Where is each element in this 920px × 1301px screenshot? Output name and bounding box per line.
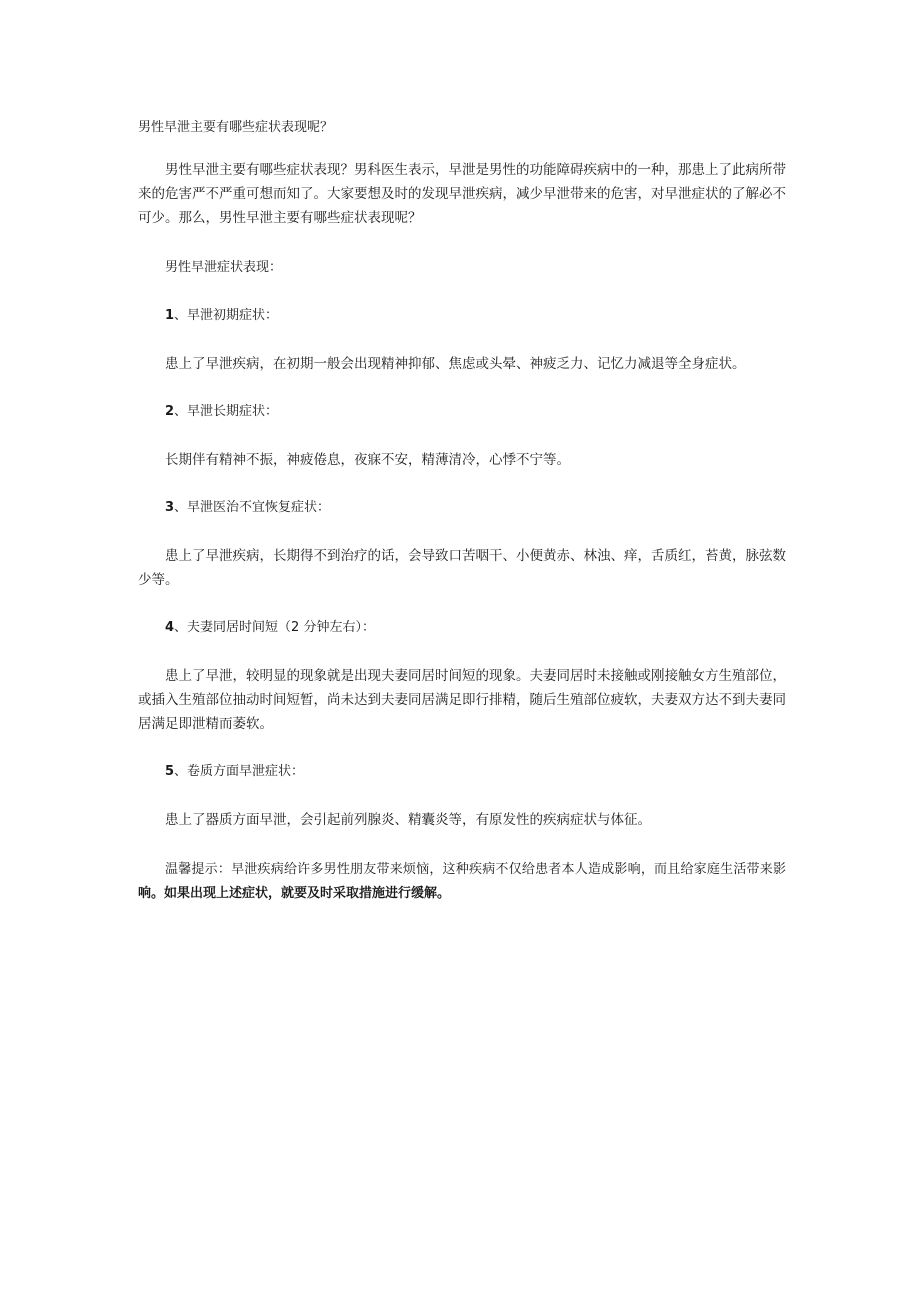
symptom-heading-4 — [138, 618, 786, 638]
symptom-heading-5 — [138, 762, 786, 782]
intro-paragraph: 男性早泄主要有哪些症状表现？男科医生表示，早泄是男性的功能障碍疾病中的一种，那患上了此病所带来的危害严不严重可想而知了。大家要想及时的发现早泄疾病，减少早泄带来的危害，对早泄症状的了解必不可少。那么，男性早泄主要有哪些症状表现呢？ — [138, 162, 786, 226]
warm-tip-text: 温馨提示：早泄疾病给许多男性朋友带来烦恼，这种疾病不仅给患者本人造成影响，而且给家庭生活带来影 — [165, 862, 786, 877]
symptom-text-1: 患上了早泄疾病，在初期一般会出现精神抑郁、焦虑或头晕、神疲乏力、记忆力减退等全身症状。 — [165, 356, 746, 372]
symptom-number: 3 — [165, 500, 175, 515]
symptom-number: 4 — [165, 620, 175, 635]
symptom-number: 2 — [165, 404, 175, 419]
symptom-text-3: 患上了早泄疾病，长期得不到治疗的话，会导致口苦咽干、小便黄赤、林浊、痒，舌质红，苔黄，脉弦数少等。 — [138, 548, 786, 588]
section-heading: 男性早泄症状表现： — [165, 260, 283, 275]
symptom-text-2: 长期伴有精神不振，神疲倦息，夜寐不安，精薄清冷，心悸不宁等。 — [165, 452, 570, 468]
warm-tip — [138, 858, 786, 906]
article-body — [138, 118, 786, 906]
symptom-heading-text: 、卷质方面早泄症状： — [174, 764, 305, 779]
symptom-text-4: 患上了早泄，较明显的现象就是出现夫妻同居时间短的现象。夫妻同居时未接触或刚接触女方生殖部位，或插入生殖部位抽动时间短暂，尚未达到夫妻同居满足即行排精，随后生殖部位疲软，夫妻双方达不到夫妻同居满足即泄精而萎软。 — [138, 668, 786, 732]
symptom-heading-text: 、夫妻同居时间短（2 分钟左右）： — [174, 620, 375, 635]
warm-tip-conclusion: 响。如果出现上述症状，就要及时采取措施进行缓解。 — [138, 886, 451, 901]
symptom-heading-text: 、早泄长期症状： — [174, 404, 279, 419]
symptom-heading-1 — [138, 306, 786, 326]
symptom-heading-text: 、早泄初期症状： — [174, 308, 279, 323]
symptom-heading-2 — [138, 402, 786, 422]
symptom-heading-text: 、早泄医治不宜恢复症状： — [174, 500, 331, 515]
symptom-heading-3 — [138, 498, 786, 518]
symptom-number: 1 — [165, 308, 175, 323]
symptom-text-5: 患上了器质方面早泄，会引起前列腺炎、精囊炎等，有原发性的疾病症状与体征。 — [165, 812, 651, 828]
symptom-number: 5 — [165, 764, 175, 779]
article-title: 男性早泄主要有哪些症状表现呢？ — [138, 120, 334, 135]
